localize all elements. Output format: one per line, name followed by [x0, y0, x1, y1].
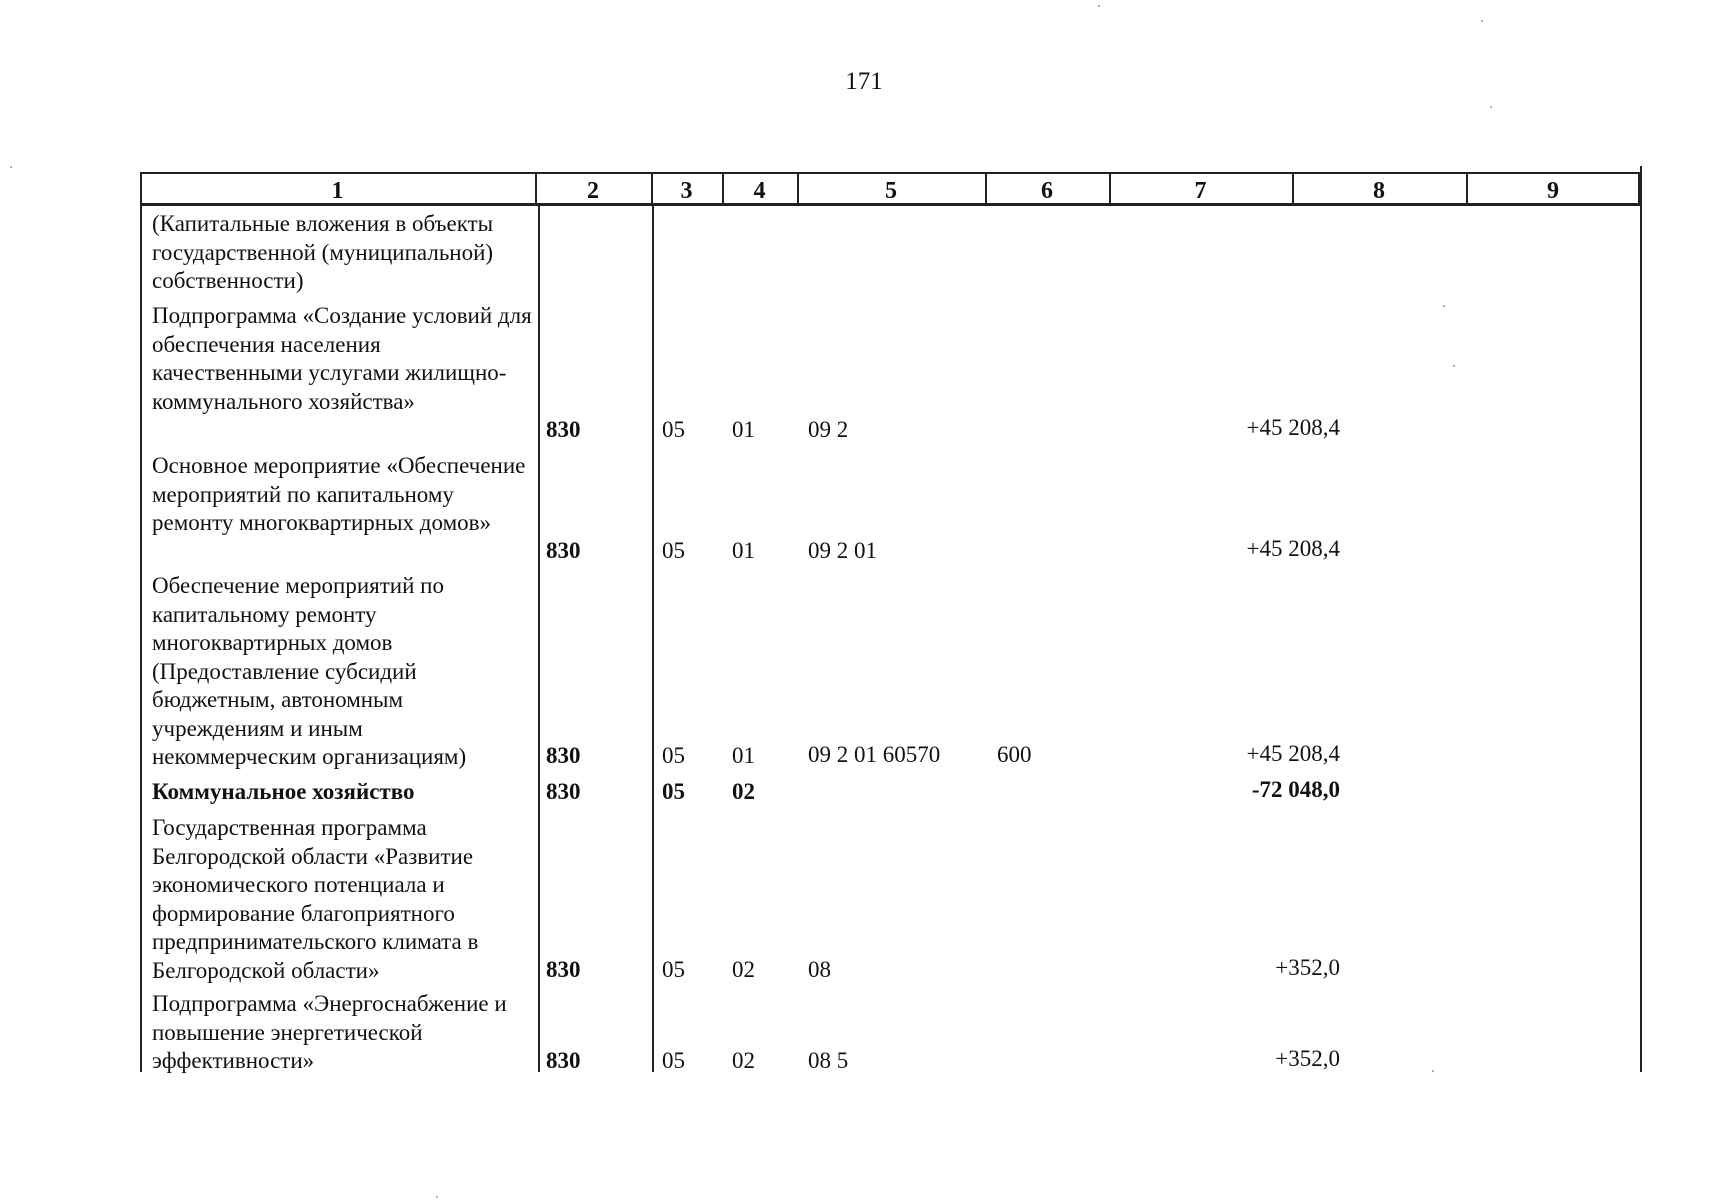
- row-subsection-code: 02: [732, 957, 755, 982]
- row-subsection-code: 02: [732, 779, 755, 804]
- row-description: (Капитальные вложения в объекты государственной (муниципальной) собственности): [152, 211, 494, 293]
- row-section-code: 05: [662, 417, 685, 442]
- row-amount: -72 048,0: [1251, 777, 1340, 802]
- row-section-code: 05: [662, 743, 685, 768]
- row-ministry-code: 830: [546, 957, 581, 982]
- row-ministry-code: 830: [546, 538, 581, 563]
- header-col-6: 6: [1041, 178, 1053, 204]
- row-description: Обеспечение мероприятий по капитальному ремонту многоквартирных домов (Предоставление субсидий бюджетным, автономным учреждениям и иным некоммерческим организациям): [152, 573, 467, 769]
- header-col-8: 8: [1373, 178, 1385, 204]
- header-col-9: 9: [1547, 178, 1559, 204]
- row-ministry-code: 830: [546, 417, 581, 442]
- row-amount: +352,0: [1275, 1046, 1340, 1071]
- row-target-article: 08 5: [808, 1048, 849, 1073]
- row-target-article: 09 2 01 60570: [808, 742, 941, 767]
- row-section-code: 05: [662, 1048, 685, 1073]
- header-col-3: 3: [680, 178, 693, 204]
- row-ministry-code: 830: [546, 743, 581, 768]
- row-amount: +45 208,4: [1246, 741, 1340, 766]
- row-target-article: 09 2: [808, 417, 849, 442]
- row-section-code: 05: [662, 957, 685, 982]
- row-description: Государственная программа Белгородской области «Развитие экономического потенциала и формирование благоприятного предпринимательского климата в Белгородской области»: [152, 815, 479, 983]
- row-subsection-code: 01: [732, 743, 755, 768]
- row-target-article: 09 2 01: [808, 538, 877, 563]
- row-expense-type: 600: [997, 742, 1032, 767]
- scan-speck: [1432, 1070, 1434, 1072]
- row-ministry-code: 830: [546, 1048, 581, 1073]
- scan-speck: [10, 166, 12, 168]
- row-section-code: 05: [662, 779, 685, 804]
- scan-speck: [1490, 106, 1492, 108]
- page-number: 171: [845, 68, 883, 95]
- table-left-border: [140, 172, 142, 1072]
- column-divider: [652, 206, 654, 1072]
- row-ministry-code: 830: [546, 779, 581, 804]
- row-subsection-code: 02: [732, 1048, 755, 1073]
- table-right-border: [1640, 166, 1642, 1072]
- scan-speck: [1443, 305, 1445, 307]
- row-description: Подпрограмма «Энергоснабжение и повышение энергетической эффективности»: [152, 991, 507, 1073]
- budget-table: [140, 166, 1642, 1071]
- row-subsection-code: 01: [732, 417, 755, 442]
- scan-speck: [1453, 365, 1455, 367]
- header-col-2: 2: [587, 178, 599, 204]
- row-amount: +45 208,4: [1246, 415, 1340, 440]
- header-col-7: 7: [1194, 178, 1207, 204]
- scan-speck: [1098, 5, 1100, 7]
- scan-speck: [1481, 20, 1483, 22]
- row-description: Основное мероприятие «Обеспечение мероприятий по капитальному ремонту многоквартирных домов»: [152, 453, 526, 535]
- row-amount: +45 208,4: [1246, 536, 1340, 561]
- row-amount: +352,0: [1275, 955, 1340, 980]
- header-col-5: 5: [885, 178, 897, 204]
- row-description: Подпрограмма «Создание условий для обеспечения населения качественными услугами жилищно-коммунального хозяйства»: [152, 303, 532, 414]
- column-divider: [538, 206, 540, 1072]
- row-subsection-code: 01: [732, 538, 755, 563]
- row-target-article: 08: [808, 957, 831, 982]
- row-description: Коммунальное хозяйство: [152, 779, 415, 804]
- header-col-1: 1: [331, 178, 344, 204]
- row-section-code: 05: [662, 538, 685, 563]
- scan-speck: [436, 1196, 438, 1198]
- header-col-4: 4: [753, 178, 766, 204]
